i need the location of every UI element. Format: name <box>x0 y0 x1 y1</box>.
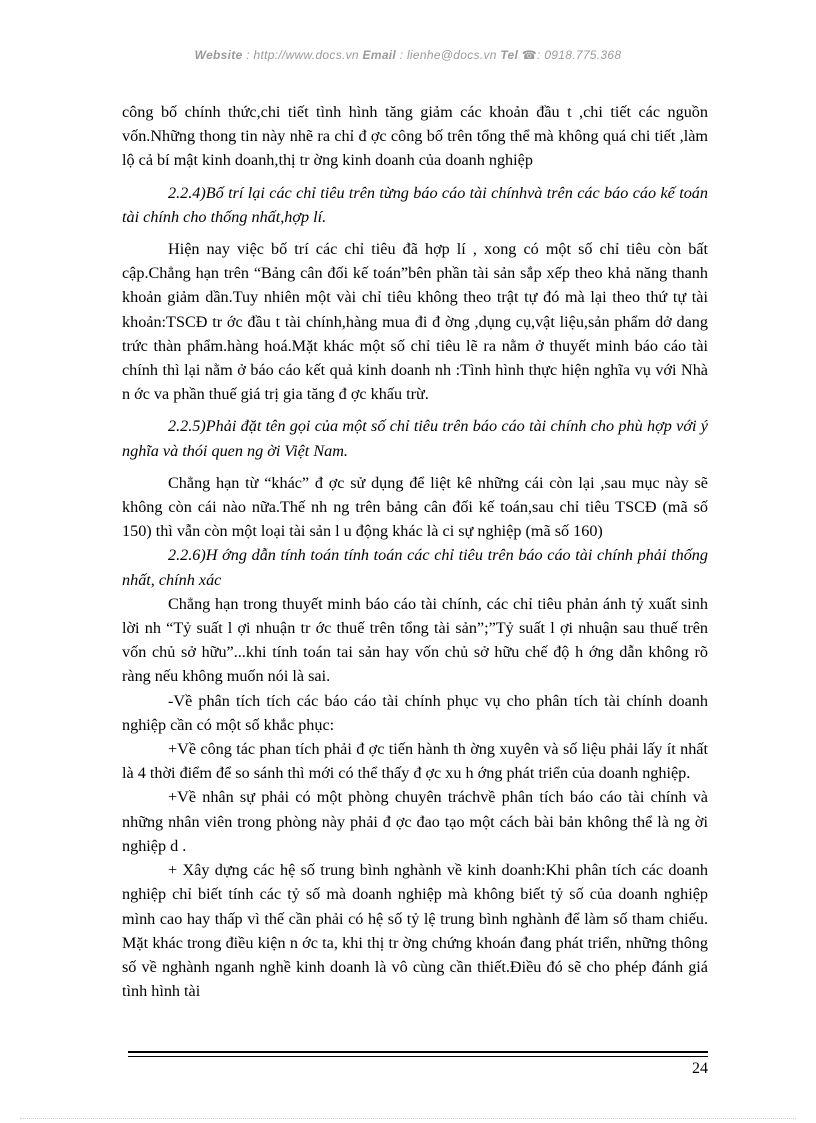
paragraph-body: +Về công tác phan tích phải đ ợc tiến hành th ờng xuyên và số liệu phải lấy ít nhất là 4 thời điểm để so sánh thì mới có thể thấy đ ợc xu h ớng phát triển của doanh nghiệp. <box>122 740 708 783</box>
document-body <box>122 100 708 1003</box>
tel-label: Tel <box>500 48 519 62</box>
paragraph-body: Hiện nay việc bố trí các chỉ tiêu đã hợp lí , xong có một số chỉ tiêu còn bất cập.Chẳng hạn trên “Bảng cân đối kế toán”bên phần tài sản sắp xếp theo khả năng thanh khoản giảm dần.Tuy nhiên một vài chỉ tiêu không theo trật tự đó mà lại theo thứ tự tài khoản:TSCĐ tr ớc đầu t tài chính,hàng mua đi đ ờng ,dụng cụ,vật liệu,sản phẩm dở dang trức thàn phẩm.hàng hoá.Mặt khác một số chỉ tiêu lẽ ra nằm ở thuyết minh báo cáo tài chính thì lại nằm ở báo cáo kết quả kinh doanh nh :Tình hình thực hiện nghĩa vụ với Nhà n ớc va phần thuế giá trị gia tăng đ ợc khấu trừ. <box>122 240 708 404</box>
paragraph-continuation: công bố chính thức,chi tiết tình hình tăng giảm các khoản đầu t ,chi tiết các nguồn vốn.Những thong tin này nhẽ ra chỉ đ ợc công bố trên tổng thể mà không quá chi tiết ,làm lộ cả bí mật kinh doanh,thị tr ờng kinh doanh của doanh nghiệp <box>122 103 708 170</box>
paragraph-body: -Về phân tích tích các báo cáo tài chính phục vụ cho phân tích tài chính doanh nghiệp cần có một số khắc phục: <box>122 691 708 734</box>
email-label: Email <box>362 48 397 62</box>
section-heading-2-2-4: 2.2.4)Bố trí lại các chỉ tiêu trên từng báo cáo tài chínhvà trên các báo cáo kế toán tài chính cho thống nhất,hợp lí. <box>122 183 708 226</box>
paragraph-body: Chẳng hạn từ “khác” đ ợc sử dụng để liệt kê những cái còn lại ,sau mục này sẽ không còn cái nào nữa.Thế nh ng trên bảng cân đối kế toán,sau chỉ tiêu TSCĐ (mã số 150) thì vẫn còn một loại tài sản l u động khác là ci sự nghiệp (mã số 160) <box>122 473 708 541</box>
section-heading-2-2-6: 2.2.6)H ớng dẫn tính toán tính toán các chỉ tiêu trên báo cáo tài chính phải thống nhất, chính xác <box>122 546 708 589</box>
paragraph-body: +Về nhân sự phải có một phòng chuyên tráchvề phân tích báo cáo tài chính và những nhân viên trong phòng này phải đ ợc đao tạo một cách bài bản không thể là ng ời nghiệp d . <box>122 788 708 855</box>
website-url[interactable]: : http://www.docs.vn <box>242 48 363 62</box>
page-header <box>0 48 816 62</box>
website-label: Website <box>194 48 243 62</box>
email-value[interactable]: : lienhe@docs.vn <box>396 48 501 62</box>
page-edge-divider <box>20 1118 796 1119</box>
paragraph-body: + Xây dựng các hệ số trung bình nghành về kinh doanh:Khi phân tích các doanh nghiệp chỉ biết tính các tỷ số mà doanh nghiệp mà không biết tỷ số của doanh nghiệp mình cao hay thấp vì thế cần phải có hệ số tỷ lệ trung bình nghành để làm số tham chiếu. Mặt khác trong điều kiện n ớc ta, khi thị tr ờng chứng khoán đang phát triển, những thông số về nghành nganh nghề kinh doanh là vô cùng cần thiết.Điều đó sẽ cho phép đánh giá tình hình tài <box>122 861 708 1001</box>
footer-divider <box>128 1051 708 1057</box>
page-number: 24 <box>692 1060 708 1077</box>
section-heading-2-2-5: 2.2.5)Phải đặt tên gọi của một số chỉ tiêu trên báo cáo tài chính cho phù hợp với ý nghĩa và thói quen ng ời Việt Nam. <box>122 417 708 460</box>
tel-value: ☎: 0918.775.368 <box>518 48 622 62</box>
paragraph-body: Chẳng hạn trong thuyết minh báo cáo tài chính, các chỉ tiêu phản ánh tỷ xuất sinh lời nh “Tỷ suất l ợi nhuận tr ớc thuế trên tổng tài sản”;”Tỷ suất l ợi nhuận sau thuế trên vốn chủ sở hữu”...khi tính toán tai sản hay vốn chủ sở hữu chế độ h ớng dẫn không rõ ràng nếu không muốn nói là sai. <box>122 594 708 686</box>
